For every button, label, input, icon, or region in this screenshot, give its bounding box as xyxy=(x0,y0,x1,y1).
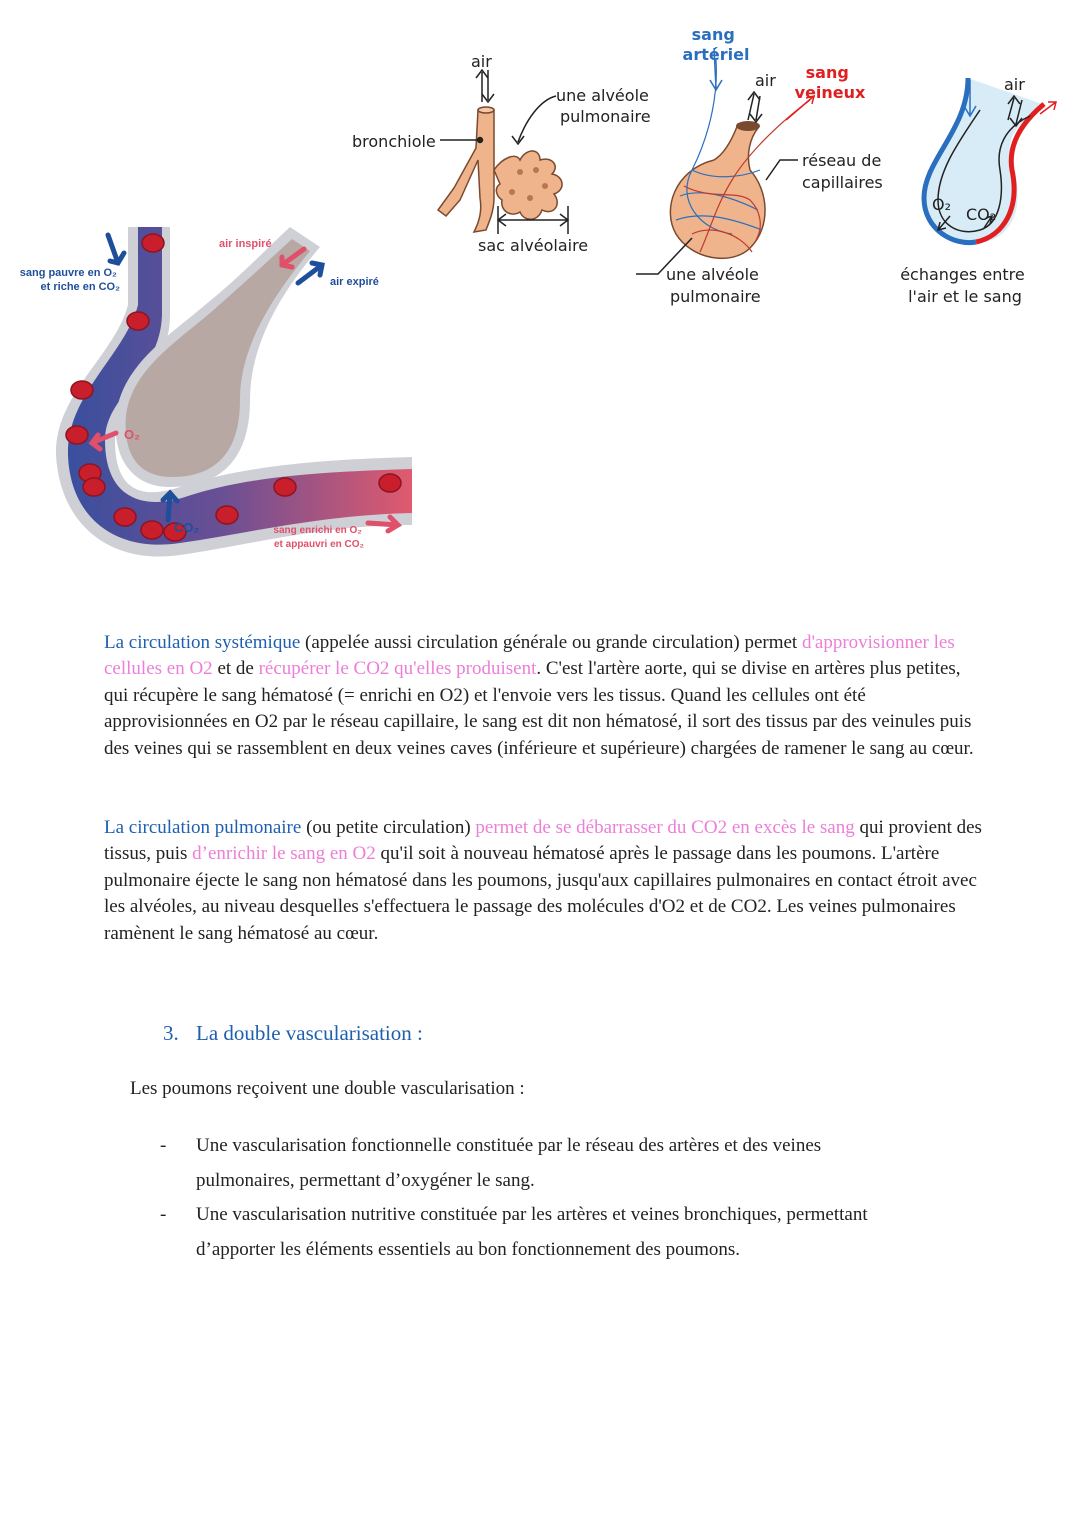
sac-alveolaire xyxy=(494,151,562,219)
highlight-enrichir: d’enrichir le sang en O2 xyxy=(192,843,376,865)
svg-text:air xyxy=(471,52,492,71)
label-air-inspire: air inspiré xyxy=(219,238,272,250)
label-une-alveole-2a: une alvéole xyxy=(666,265,759,284)
label-sang-enrichi-2: et appauvri en CO₂ xyxy=(273,539,365,550)
svg-text:sang enrichi en O₂ et appa xyxy=(273,525,364,550)
svg-text:réseau de capillaires xyxy=(802,151,886,192)
text-segment: qui provient des tissus, puis xyxy=(104,817,982,865)
bullet-text: Une vascularisation fonctionnelle constituée par le réseau des artères et des veines pulmonaires, permettant d’oxygéner le sang. xyxy=(196,1135,822,1191)
label-une-alveole-1b: pulmonaire xyxy=(560,107,651,126)
paragraph-circulation-pulmonaire xyxy=(104,815,984,947)
label-sang-pauvre-2: et riche en CO₂ xyxy=(40,281,120,293)
label-une-alveole-2b: pulmonaire xyxy=(670,287,761,306)
label-sang-enrichi-1: sang enrichi en O₂ xyxy=(273,525,362,536)
label-air-1: air xyxy=(471,52,492,71)
svg-text:sang artériel xyxy=(683,25,750,64)
bullet-dash: - xyxy=(160,1135,167,1156)
section-heading xyxy=(163,1021,423,1046)
section-title: La double vascularisation : xyxy=(196,1021,423,1045)
label-bronchiole: bronchiole xyxy=(352,132,436,151)
label-air-expire: air expiré xyxy=(330,276,379,288)
term-circulation-pulmonaire: La circulation pulmonaire xyxy=(104,817,302,838)
highlight-debarrasser: permet de se débarrasser du CO2 en excès le sang xyxy=(475,817,855,838)
text-segment: . C'est l'artère aorte, qui se divise en artères plus petites, qui récupère le sang hématosé (= enrichi en O2) et l'envoie vers les tissus. Quand les cellules ont été approvisionnées en O2 par le réseau capillaire, le sang est dit non hématosé, il sort des tissus par des veinules puis des veines qui se rassemblent en deux veines caves (inférieure et supérieure) chargées de ramener le sang au cœur. xyxy=(104,658,974,759)
paragraph-circulation-systemique xyxy=(104,630,984,762)
label-une-alveole-1a: une alvéole xyxy=(556,86,649,105)
svg-text:sang pauvre en O₂ et riche xyxy=(20,267,120,293)
label-echanges-1: échanges entre xyxy=(900,265,1025,284)
alveole-pulmonaire xyxy=(670,124,765,258)
arrow-sang-pauvre-icon xyxy=(108,235,124,263)
label-o2: O₂ xyxy=(124,427,140,442)
text-segment: (appelée aussi circulation générale ou grande circulation) permet xyxy=(300,632,802,653)
bronchiole-alveole-diagram xyxy=(340,20,1060,320)
svg-text:une alvéole pulmonaire xyxy=(556,86,654,126)
text-segment: (ou petite circulation) xyxy=(301,817,476,838)
label-co2-exchange: CO₂ xyxy=(966,205,997,224)
svg-text:sang veineux xyxy=(795,63,866,102)
label-sang-arteriel-1: sang xyxy=(691,25,735,44)
label-sang-veineux-2: veineux xyxy=(794,83,866,102)
text-segment: et de xyxy=(212,658,259,680)
label-reseau-2: capillaires xyxy=(802,173,883,192)
bullet-text: Une vascularisation nutritive constituée par les artères et veines bronchiques, permettant d’apporter les éléments essentiels au bon fonctionnement des poumons. xyxy=(196,1204,868,1260)
label-sang-veineux-1: sang xyxy=(805,63,849,82)
highlight-approvisionner: d'approvisionner les cellules en O2 xyxy=(104,632,955,680)
label-air-3: air xyxy=(1004,75,1025,94)
label-air-2: air xyxy=(755,71,776,90)
label-co2: CO₂ xyxy=(174,520,200,535)
label-reseau-1: réseau de xyxy=(802,151,882,170)
label-sang-pauvre-1: sang pauvre en O₂ xyxy=(20,267,117,279)
svg-text:une alvéole pulmonaire xyxy=(666,265,764,306)
label-sac-alveolaire: sac alvéolaire xyxy=(478,236,589,255)
text-segment: qu'il soit à nouveau hématosé après le passage dans les poumons. L'artère pulmonaire éjecte le sang non hématosé dans les poumons, jusqu'aux capillaires pulmonaires en contact étroit avec les alvéoles, au niveau desquelles s'effectuera le passage des molécules d'O2 et de CO2. Les veines pulmonaires ramènent le sang hématosé au cœur. xyxy=(104,843,977,944)
highlight-recuperer: récupérer le CO2 qu'elles produisent xyxy=(258,658,537,680)
label-sang-arteriel-2: artériel xyxy=(682,45,750,64)
section-number: 3. xyxy=(163,1021,179,1045)
section-intro: Les poumons reçoivent une double vascularisation : xyxy=(130,1078,525,1099)
bullet-dash: - xyxy=(160,1204,167,1225)
bronchiole xyxy=(438,110,494,232)
label-echanges-2: l'air et le sang xyxy=(908,287,1022,306)
label-o2-exchange: O₂ xyxy=(932,195,952,214)
svg-text:échanges entre l'air et le xyxy=(900,265,1030,306)
term-circulation-systemique: La circulation systémique xyxy=(104,632,301,653)
